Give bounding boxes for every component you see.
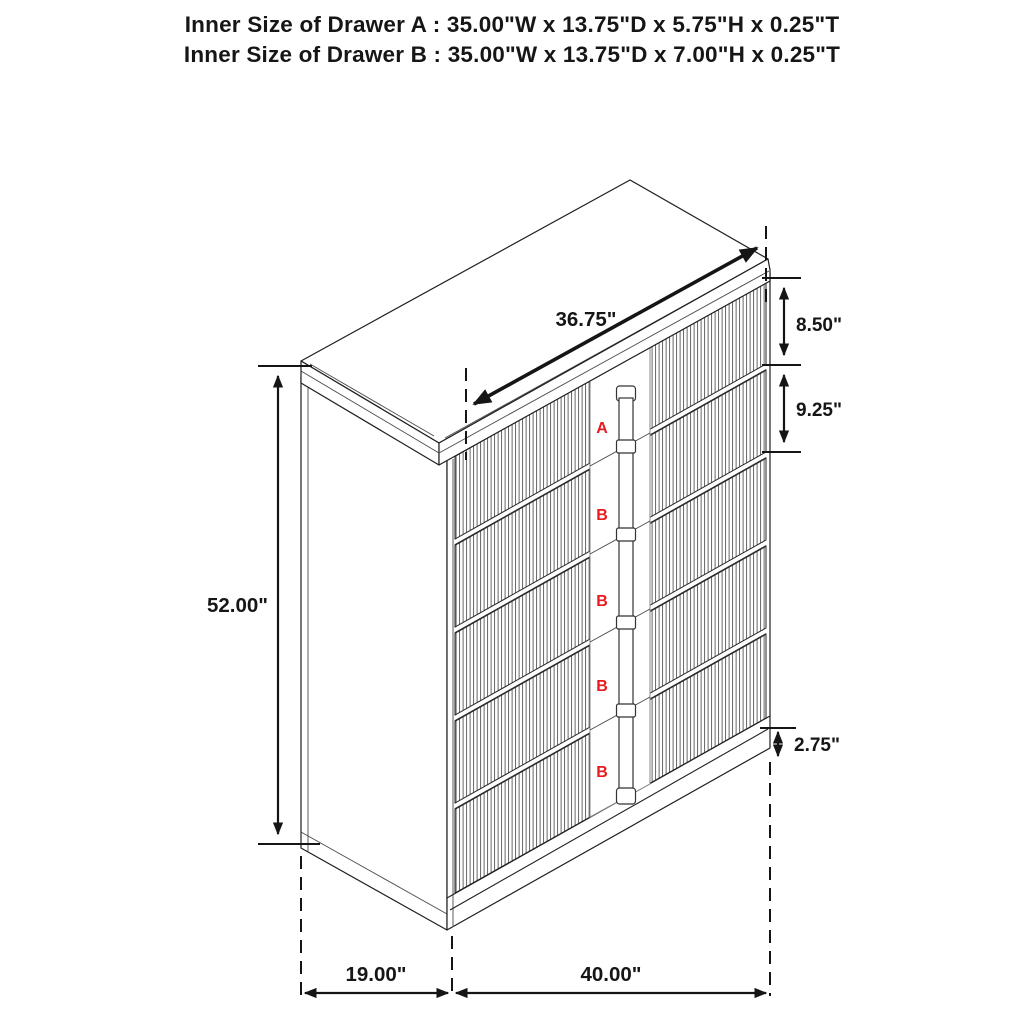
title-line-2: Inner Size of Drawer B : 35.00"W x 13.75"D x 7.00"H x 0.25"T <box>183 42 841 67</box>
drawer-b2-label: B <box>596 593 608 610</box>
handle-bar <box>619 398 633 792</box>
handle-knuckle <box>617 616 636 629</box>
handle-column <box>617 386 636 804</box>
dim-side-depth-label: 19.00" <box>345 963 407 986</box>
title-line-1: Inner Size of Drawer A : 35.00"W x 13.75"D x 5.75"H x 0.25"T <box>184 12 840 37</box>
handle-knuckle <box>617 440 636 453</box>
dim-base-height-label: 2.75" <box>794 735 840 756</box>
dim-top-width-label: 36.75" <box>555 308 617 331</box>
handle-knuckle <box>617 704 636 717</box>
side-panel <box>301 377 447 930</box>
dim-drawer-a-height-label: 8.50" <box>796 315 842 336</box>
handle-bottom-cap <box>617 788 636 804</box>
drawer-b3-label: B <box>596 678 608 695</box>
drawer-b4-label: B <box>596 764 608 781</box>
dim-drawer-b-height-label: 9.25" <box>796 400 842 421</box>
drawer-b1-label: B <box>596 507 608 524</box>
drawer-a-label: A <box>596 420 608 437</box>
dim-cabinet-height-label: 52.00" <box>206 594 268 617</box>
handle-knuckle <box>617 528 636 541</box>
dim-front-width-label: 40.00" <box>580 963 642 986</box>
